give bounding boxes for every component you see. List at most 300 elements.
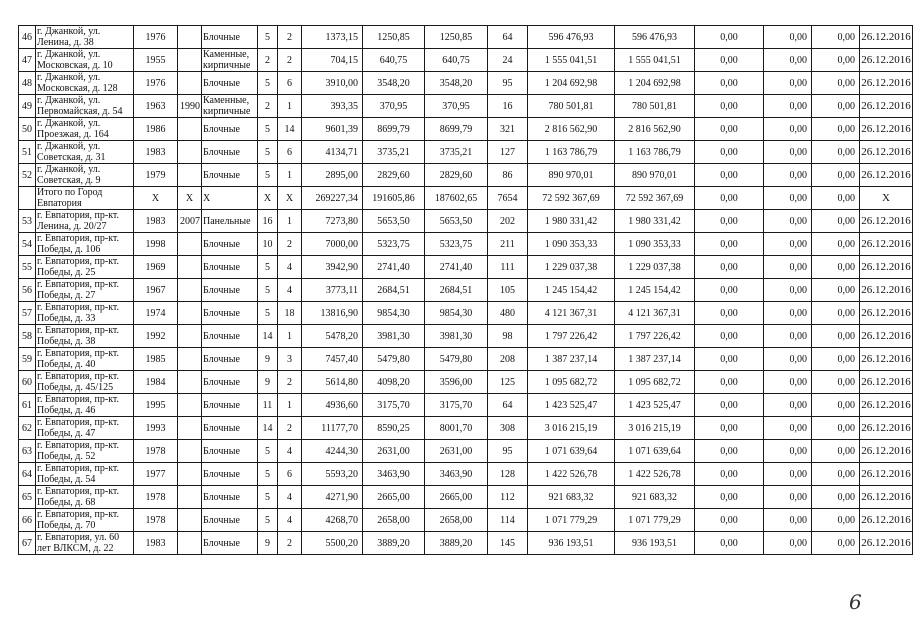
cell-completion-date: 26.12.2016 — [860, 325, 913, 348]
cell-address: г. Джанкой, ул. Советская, д. 9 — [36, 164, 134, 187]
cell-area-residential: 2829,60 — [425, 164, 488, 187]
cell-entrances: 4 — [278, 279, 302, 302]
housing-table-wrapper — [18, 25, 911, 555]
cell-year-reconstruction — [178, 394, 202, 417]
cell-area-residential: 5479,80 — [425, 348, 488, 371]
cell-area-living: 5479,80 — [363, 348, 425, 371]
cell-area-living: 640,75 — [363, 49, 425, 72]
cell-cost-owners: 0,00 — [812, 532, 860, 555]
cell-address: г. Евпатория, пр-кт. Победы, д. 27 — [36, 279, 134, 302]
cell-cost-budget-1: 0,00 — [695, 348, 764, 371]
cell-cost-fund: 780 501,81 — [615, 95, 695, 118]
cell-residents: 321 — [488, 118, 528, 141]
cell-cost-fund: 1 422 526,78 — [615, 463, 695, 486]
cell-year-reconstruction: 2007 — [178, 210, 202, 233]
cell-wall-material: X — [202, 187, 258, 210]
cell-cost-fund: 1 071 779,29 — [615, 509, 695, 532]
cell-floors: 9 — [258, 371, 278, 394]
cell-address: г. Евпатория, пр-кт. Победы, д. 45/125 — [36, 371, 134, 394]
cell-floors: 9 — [258, 532, 278, 555]
cell-cost-budget-1: 0,00 — [695, 233, 764, 256]
cell-cost-owners: 0,00 — [812, 463, 860, 486]
cell-cost-budget-2: 0,00 — [764, 440, 812, 463]
cell-area-total: 269227,34 — [302, 187, 363, 210]
cell-residents: 111 — [488, 256, 528, 279]
cell-entrances: 2 — [278, 371, 302, 394]
cell-area-residential: 3889,20 — [425, 532, 488, 555]
cell-completion-date: 26.12.2016 — [860, 118, 913, 141]
cell-area-residential: 9854,30 — [425, 302, 488, 325]
cell-cost-budget-2: 0,00 — [764, 187, 812, 210]
cell-completion-date: 26.12.2016 — [860, 233, 913, 256]
cell-floors: 5 — [258, 26, 278, 49]
cell-area-living: 3175,70 — [363, 394, 425, 417]
cell-cost-budget-2: 0,00 — [764, 95, 812, 118]
cell-area-total: 7457,40 — [302, 348, 363, 371]
cell-cost-total: 890 970,01 — [528, 164, 615, 187]
cell-cost-budget-1: 0,00 — [695, 256, 764, 279]
table-row — [19, 279, 913, 302]
cell-area-total: 4268,70 — [302, 509, 363, 532]
cell-year-built: 1978 — [134, 440, 178, 463]
cell-entrances: 18 — [278, 302, 302, 325]
cell-address: г. Джанкой, ул. Московская, д. 10 — [36, 49, 134, 72]
cell-number: 46 — [19, 26, 36, 49]
cell-cost-budget-1: 0,00 — [695, 26, 764, 49]
cell-year-built: 1984 — [134, 371, 178, 394]
cell-cost-fund: 1 071 639,64 — [615, 440, 695, 463]
cell-cost-total: 1 423 525,47 — [528, 394, 615, 417]
cell-year-reconstruction — [178, 509, 202, 532]
cell-cost-fund: 2 816 562,90 — [615, 118, 695, 141]
cell-year-built: 1986 — [134, 118, 178, 141]
cell-cost-total: 936 193,51 — [528, 532, 615, 555]
cell-number: 61 — [19, 394, 36, 417]
cell-residents: 127 — [488, 141, 528, 164]
cell-cost-total: 1 163 786,79 — [528, 141, 615, 164]
cell-address: г. Евпатория, пр-кт. Ленина, д. 20/27 — [36, 210, 134, 233]
cell-year-built: 1969 — [134, 256, 178, 279]
cell-cost-total: 1 555 041,51 — [528, 49, 615, 72]
cell-area-residential: 2658,00 — [425, 509, 488, 532]
cell-floors: 14 — [258, 417, 278, 440]
cell-year-reconstruction — [178, 440, 202, 463]
cell-cost-total: 2 816 562,90 — [528, 118, 615, 141]
cell-entrances: 6 — [278, 141, 302, 164]
cell-entrances: 4 — [278, 486, 302, 509]
cell-completion-date: 26.12.2016 — [860, 394, 913, 417]
cell-completion-date: 26.12.2016 — [860, 279, 913, 302]
cell-cost-fund: 1 090 353,33 — [615, 233, 695, 256]
cell-wall-material: Блочные — [202, 440, 258, 463]
cell-address: г. Евпатория, пр-кт. Победы, д. 25 — [36, 256, 134, 279]
cell-residents: 480 — [488, 302, 528, 325]
cell-year-built: 1976 — [134, 72, 178, 95]
cell-residents: 7654 — [488, 187, 528, 210]
cell-area-residential: 5653,50 — [425, 210, 488, 233]
cell-area-living: 5323,75 — [363, 233, 425, 256]
table-row — [19, 348, 913, 371]
cell-number: 58 — [19, 325, 36, 348]
cell-residents: 24 — [488, 49, 528, 72]
cell-residents: 112 — [488, 486, 528, 509]
cell-floors: 11 — [258, 394, 278, 417]
table-row — [19, 118, 913, 141]
cell-cost-fund: 1 387 237,14 — [615, 348, 695, 371]
cell-year-reconstruction — [178, 325, 202, 348]
cell-completion-date: 26.12.2016 — [860, 256, 913, 279]
cell-year-built: 1963 — [134, 95, 178, 118]
cell-area-residential: 3981,30 — [425, 325, 488, 348]
cell-entrances: 2 — [278, 49, 302, 72]
cell-area-residential: 8699,79 — [425, 118, 488, 141]
cell-year-reconstruction — [178, 164, 202, 187]
cell-cost-budget-1: 0,00 — [695, 187, 764, 210]
cell-floors: 5 — [258, 72, 278, 95]
cell-cost-budget-2: 0,00 — [764, 302, 812, 325]
table-row — [19, 164, 913, 187]
cell-address: г. Евпатория, пр-кт. Победы, д. 46 — [36, 394, 134, 417]
cell-cost-budget-1: 0,00 — [695, 210, 764, 233]
cell-cost-budget-1: 0,00 — [695, 394, 764, 417]
cell-address: г. Евпатория, пр-кт. Победы, д. 70 — [36, 509, 134, 532]
cell-residents: 95 — [488, 440, 528, 463]
cell-wall-material: Блочные — [202, 118, 258, 141]
table-row — [19, 509, 913, 532]
cell-cost-budget-1: 0,00 — [695, 417, 764, 440]
cell-entrances: 2 — [278, 417, 302, 440]
cell-year-built: 1979 — [134, 164, 178, 187]
cell-cost-fund: 1 163 786,79 — [615, 141, 695, 164]
cell-cost-budget-1: 0,00 — [695, 509, 764, 532]
cell-cost-total: 4 121 367,31 — [528, 302, 615, 325]
cell-cost-total: 780 501,81 — [528, 95, 615, 118]
cell-residents: 98 — [488, 325, 528, 348]
cell-entrances: 14 — [278, 118, 302, 141]
cell-address: г. Евпатория, пр-кт. Победы, д. 54 — [36, 463, 134, 486]
table-row — [19, 187, 913, 210]
cell-address: г. Евпатория, пр-кт. Победы, д. 33 — [36, 302, 134, 325]
cell-cost-fund: 1 797 226,42 — [615, 325, 695, 348]
cell-residents: 128 — [488, 463, 528, 486]
cell-area-living: 3735,21 — [363, 141, 425, 164]
cell-entrances: 4 — [278, 256, 302, 279]
cell-cost-owners: 0,00 — [812, 118, 860, 141]
cell-cost-fund: 921 683,32 — [615, 486, 695, 509]
table-row — [19, 233, 913, 256]
cell-area-residential: 187602,65 — [425, 187, 488, 210]
cell-number: 47 — [19, 49, 36, 72]
cell-cost-budget-2: 0,00 — [764, 394, 812, 417]
cell-completion-date: 26.12.2016 — [860, 164, 913, 187]
cell-address: г. Евпатория, пр-кт. Победы, д. 106 — [36, 233, 134, 256]
cell-area-total: 1373,15 — [302, 26, 363, 49]
cell-cost-total: 1 980 331,42 — [528, 210, 615, 233]
cell-residents: 95 — [488, 72, 528, 95]
cell-area-living: 3889,20 — [363, 532, 425, 555]
table-row — [19, 463, 913, 486]
cell-number: 59 — [19, 348, 36, 371]
cell-year-reconstruction — [178, 49, 202, 72]
cell-area-living: 370,95 — [363, 95, 425, 118]
table-row — [19, 210, 913, 233]
page-number-mark: 6 — [849, 590, 862, 614]
cell-entrances: 1 — [278, 95, 302, 118]
cell-number: 60 — [19, 371, 36, 394]
cell-completion-date: 26.12.2016 — [860, 49, 913, 72]
cell-cost-total: 1 387 237,14 — [528, 348, 615, 371]
cell-cost-budget-2: 0,00 — [764, 141, 812, 164]
cell-cost-budget-1: 0,00 — [695, 325, 764, 348]
cell-area-living: 2741,40 — [363, 256, 425, 279]
cell-wall-material: Блочные — [202, 233, 258, 256]
cell-entrances: 6 — [278, 463, 302, 486]
cell-cost-budget-1: 0,00 — [695, 279, 764, 302]
cell-wall-material: Блочные — [202, 394, 258, 417]
cell-completion-date: 26.12.2016 — [860, 440, 913, 463]
cell-cost-fund: 1 555 041,51 — [615, 49, 695, 72]
cell-area-residential: 2665,00 — [425, 486, 488, 509]
cell-cost-owners: 0,00 — [812, 164, 860, 187]
cell-year-built: 1995 — [134, 394, 178, 417]
cell-cost-owners: 0,00 — [812, 486, 860, 509]
cell-area-residential: 3596,00 — [425, 371, 488, 394]
cell-cost-owners: 0,00 — [812, 371, 860, 394]
cell-area-residential: 2684,51 — [425, 279, 488, 302]
cell-cost-fund: 1 204 692,98 — [615, 72, 695, 95]
table-row — [19, 325, 913, 348]
cell-floors: 2 — [258, 49, 278, 72]
cell-wall-material: Блочные — [202, 417, 258, 440]
cell-floors: 5 — [258, 302, 278, 325]
cell-cost-owners: 0,00 — [812, 210, 860, 233]
cell-cost-budget-2: 0,00 — [764, 279, 812, 302]
cell-cost-owners: 0,00 — [812, 509, 860, 532]
cell-floors: 9 — [258, 348, 278, 371]
cell-residents: 16 — [488, 95, 528, 118]
cell-cost-total: 1 071 779,29 — [528, 509, 615, 532]
cell-cost-owners: 0,00 — [812, 72, 860, 95]
cell-number: 56 — [19, 279, 36, 302]
table-row — [19, 141, 913, 164]
cell-floors: 5 — [258, 118, 278, 141]
cell-area-total: 3942,90 — [302, 256, 363, 279]
table-row — [19, 417, 913, 440]
table-row — [19, 95, 913, 118]
cell-cost-budget-1: 0,00 — [695, 164, 764, 187]
cell-cost-total: 1 422 526,78 — [528, 463, 615, 486]
cell-cost-total: 72 592 367,69 — [528, 187, 615, 210]
table-row — [19, 394, 913, 417]
cell-cost-budget-1: 0,00 — [695, 141, 764, 164]
cell-year-reconstruction — [178, 141, 202, 164]
cell-area-total: 5478,20 — [302, 325, 363, 348]
cell-wall-material: Блочные — [202, 279, 258, 302]
cell-entrances: 4 — [278, 509, 302, 532]
cell-residents: 208 — [488, 348, 528, 371]
cell-year-built: X — [134, 187, 178, 210]
cell-area-living: 2829,60 — [363, 164, 425, 187]
cell-cost-owners: 0,00 — [812, 279, 860, 302]
cell-wall-material: Каменные, кирпичные — [202, 95, 258, 118]
cell-cost-owners: 0,00 — [812, 440, 860, 463]
cell-completion-date: 26.12.2016 — [860, 72, 913, 95]
cell-year-built: 1998 — [134, 233, 178, 256]
cell-residents: 64 — [488, 26, 528, 49]
cell-address: г. Джанкой, ул. Московская, д. 128 — [36, 72, 134, 95]
cell-cost-fund: 1 245 154,42 — [615, 279, 695, 302]
cell-cost-budget-2: 0,00 — [764, 325, 812, 348]
cell-area-living: 8699,79 — [363, 118, 425, 141]
cell-number — [19, 187, 36, 210]
cell-residents: 125 — [488, 371, 528, 394]
cell-wall-material: Блочные — [202, 486, 258, 509]
cell-floors: 5 — [258, 486, 278, 509]
cell-entrances: 2 — [278, 532, 302, 555]
cell-area-total: 11177,70 — [302, 417, 363, 440]
table-row — [19, 532, 913, 555]
cell-year-reconstruction — [178, 233, 202, 256]
table-row — [19, 256, 913, 279]
cell-entrances: 3 — [278, 348, 302, 371]
cell-number: 48 — [19, 72, 36, 95]
table-row — [19, 371, 913, 394]
cell-area-residential: 3548,20 — [425, 72, 488, 95]
cell-floors: 5 — [258, 440, 278, 463]
cell-completion-date: 26.12.2016 — [860, 348, 913, 371]
cell-year-reconstruction: X — [178, 187, 202, 210]
cell-completion-date: 26.12.2016 — [860, 210, 913, 233]
cell-cost-fund: 936 193,51 — [615, 532, 695, 555]
cell-number: 65 — [19, 486, 36, 509]
cell-floors: 5 — [258, 509, 278, 532]
cell-cost-total: 1 071 639,64 — [528, 440, 615, 463]
cell-cost-budget-1: 0,00 — [695, 118, 764, 141]
table-row — [19, 486, 913, 509]
cell-area-living: 8590,25 — [363, 417, 425, 440]
cell-area-residential: 3735,21 — [425, 141, 488, 164]
cell-cost-fund: 1 095 682,72 — [615, 371, 695, 394]
cell-cost-owners: 0,00 — [812, 141, 860, 164]
cell-area-living: 2631,00 — [363, 440, 425, 463]
cell-area-total: 9601,39 — [302, 118, 363, 141]
cell-cost-fund: 3 016 215,19 — [615, 417, 695, 440]
cell-cost-budget-2: 0,00 — [764, 532, 812, 555]
cell-residents: 211 — [488, 233, 528, 256]
cell-cost-budget-2: 0,00 — [764, 164, 812, 187]
cell-year-built: 1977 — [134, 463, 178, 486]
cell-entrances: 1 — [278, 394, 302, 417]
cell-area-residential: 2631,00 — [425, 440, 488, 463]
cell-area-residential: 2741,40 — [425, 256, 488, 279]
cell-area-total: 4271,90 — [302, 486, 363, 509]
cell-completion-date: 26.12.2016 — [860, 95, 913, 118]
cell-wall-material: Каменные, кирпичные — [202, 49, 258, 72]
cell-address: г. Евпатория, пр-кт. Победы, д. 40 — [36, 348, 134, 371]
cell-wall-material: Блочные — [202, 532, 258, 555]
cell-entrances: 2 — [278, 233, 302, 256]
cell-cost-owners: 0,00 — [812, 95, 860, 118]
cell-area-living: 3981,30 — [363, 325, 425, 348]
cell-completion-date: 26.12.2016 — [860, 509, 913, 532]
cell-area-total: 3773,11 — [302, 279, 363, 302]
cell-cost-budget-1: 0,00 — [695, 440, 764, 463]
cell-residents: 202 — [488, 210, 528, 233]
cell-residents: 145 — [488, 532, 528, 555]
cell-year-reconstruction — [178, 256, 202, 279]
cell-completion-date: 26.12.2016 — [860, 463, 913, 486]
cell-year-reconstruction — [178, 26, 202, 49]
cell-wall-material: Панельные — [202, 210, 258, 233]
cell-number: 67 — [19, 532, 36, 555]
cell-floors: X — [258, 187, 278, 210]
cell-cost-fund: 596 476,93 — [615, 26, 695, 49]
cell-wall-material: Блочные — [202, 371, 258, 394]
cell-cost-total: 921 683,32 — [528, 486, 615, 509]
cell-wall-material: Блочные — [202, 509, 258, 532]
cell-completion-date: 26.12.2016 — [860, 417, 913, 440]
cell-cost-budget-1: 0,00 — [695, 371, 764, 394]
cell-cost-owners: 0,00 — [812, 302, 860, 325]
cell-wall-material: Блочные — [202, 463, 258, 486]
cell-wall-material: Блочные — [202, 302, 258, 325]
cell-entrances: 1 — [278, 164, 302, 187]
cell-year-reconstruction — [178, 348, 202, 371]
cell-cost-owners: 0,00 — [812, 256, 860, 279]
cell-cost-total: 1 797 226,42 — [528, 325, 615, 348]
cell-wall-material: Блочные — [202, 256, 258, 279]
cell-floors: 5 — [258, 164, 278, 187]
cell-area-living: 4098,20 — [363, 371, 425, 394]
cell-cost-fund: 1 229 037,38 — [615, 256, 695, 279]
cell-cost-budget-2: 0,00 — [764, 49, 812, 72]
cell-area-living: 2684,51 — [363, 279, 425, 302]
cell-floors: 5 — [258, 463, 278, 486]
cell-area-total: 13816,90 — [302, 302, 363, 325]
cell-year-built: 1992 — [134, 325, 178, 348]
cell-year-built: 1983 — [134, 210, 178, 233]
cell-cost-owners: 0,00 — [812, 49, 860, 72]
housing-repair-table — [18, 25, 913, 555]
cell-completion-date: 26.12.2016 — [860, 532, 913, 555]
cell-number: 49 — [19, 95, 36, 118]
cell-wall-material: Блочные — [202, 325, 258, 348]
cell-address: г. Джанкой, ул. Первомайская, д. 54 — [36, 95, 134, 118]
cell-floors: 5 — [258, 256, 278, 279]
cell-area-total: 2895,00 — [302, 164, 363, 187]
cell-cost-owners: 0,00 — [812, 233, 860, 256]
cell-number: 64 — [19, 463, 36, 486]
cell-wall-material: Блочные — [202, 26, 258, 49]
cell-area-residential: 370,95 — [425, 95, 488, 118]
cell-address: г. Евпатория, ул. 60 лет ВЛКСМ, д. 22 — [36, 532, 134, 555]
cell-year-reconstruction — [178, 302, 202, 325]
cell-area-residential: 5323,75 — [425, 233, 488, 256]
cell-floors: 10 — [258, 233, 278, 256]
cell-area-total: 7000,00 — [302, 233, 363, 256]
cell-cost-owners: 0,00 — [812, 394, 860, 417]
cell-area-total: 704,15 — [302, 49, 363, 72]
cell-wall-material: Блочные — [202, 164, 258, 187]
cell-address: г. Евпатория, пр-кт. Победы, д. 38 — [36, 325, 134, 348]
cell-cost-total: 1 095 682,72 — [528, 371, 615, 394]
cell-year-built: 1978 — [134, 486, 178, 509]
cell-cost-budget-1: 0,00 — [695, 49, 764, 72]
cell-residents: 86 — [488, 164, 528, 187]
cell-area-total: 5593,20 — [302, 463, 363, 486]
cell-cost-budget-2: 0,00 — [764, 210, 812, 233]
cell-number: 55 — [19, 256, 36, 279]
